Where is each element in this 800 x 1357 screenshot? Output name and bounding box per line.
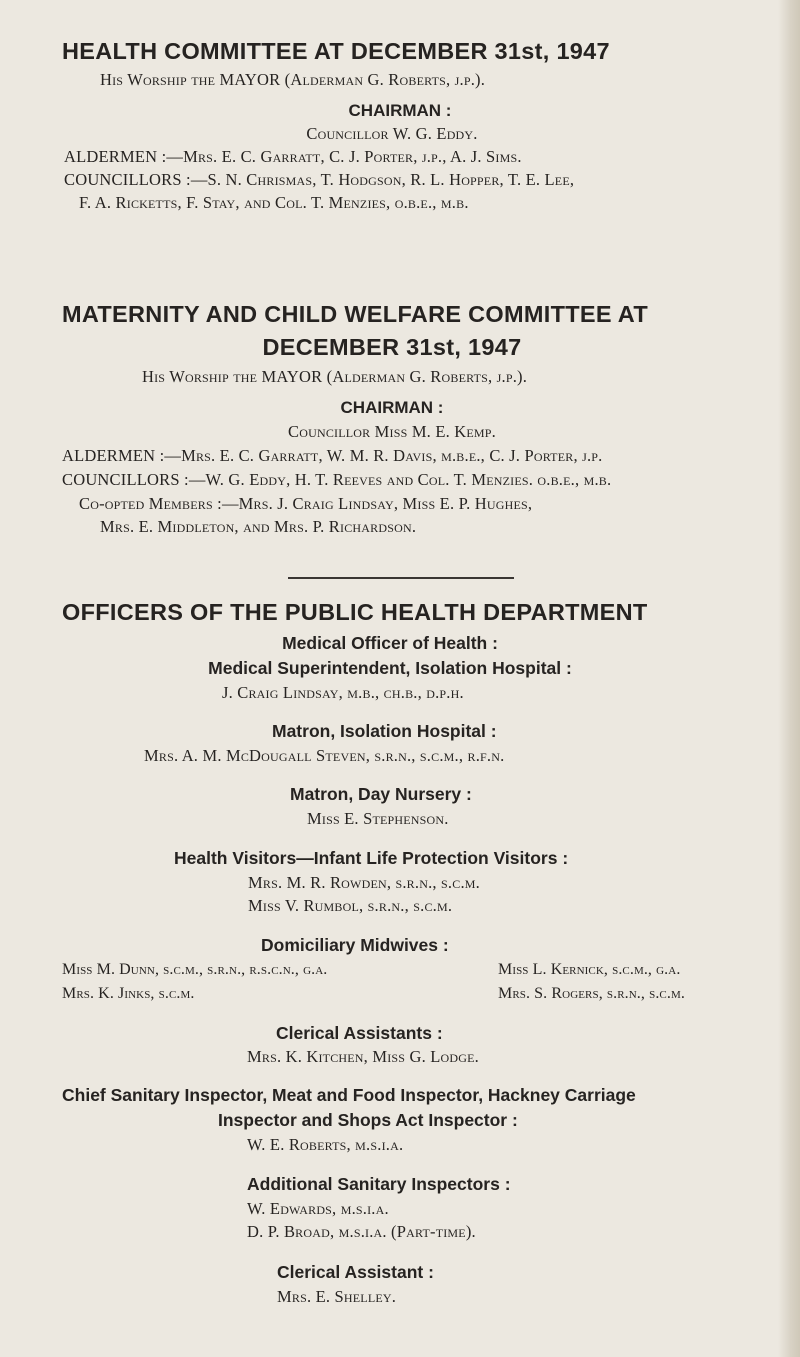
health-committee-aldermen: ALDERMEN :—Mrs. E. C. Garratt, C. J. Porter, j.p., A. J. Sims. xyxy=(64,147,522,166)
section-divider xyxy=(288,577,514,579)
health-committee-mayor: His Worship the MAYOR (Alderman G. Roberts, j.p.). xyxy=(100,70,486,89)
matron-isolation-name: Mrs. A. M. McDougall Steven, s.r.n., s.c.m., r.f.n. xyxy=(144,746,505,765)
chief-sanitary-name: W. E. Roberts, m.s.i.a. xyxy=(247,1135,404,1154)
matron-nursery-heading: Matron, Day Nursery : xyxy=(290,784,472,804)
maternity-committee-chairman: Councillor Miss M. E. Kemp. xyxy=(288,422,496,441)
health-committee-title: HEALTH COMMITTEE AT DECEMBER 31st, 1947 xyxy=(62,38,610,64)
health-committee-chairman: Councillor W. G. Eddy. xyxy=(306,124,478,143)
moh-heading-line-2: Medical Superintendent, Isolation Hospital : xyxy=(208,658,572,678)
midwife-1: Miss M. Dunn, s.c.m., s.r.n., r.s.c.n., g.a. xyxy=(62,961,328,978)
maternity-committee-aldermen: ALDERMEN :—Mrs. E. C. Garratt, W. M. R. Davis, m.b.e., C. J. Porter, j.p. xyxy=(62,446,603,465)
health-visitors-heading: Health Visitors—Infant Life Protection Visitors : xyxy=(174,848,569,868)
health-visitor-1: Mrs. M. R. Rowden, s.r.n., s.c.m. xyxy=(248,873,480,892)
additional-sanitary-2: D. P. Broad, m.s.i.a. (Part-time). xyxy=(247,1222,476,1241)
clerical-assistants-names: Mrs. K. Kitchen, Miss G. Lodge. xyxy=(247,1047,479,1066)
health-committee-councillors-line-1: COUNCILLORS :—S. N. Chrismas, T. Hodgson, R. L. Hopper, T. E. Lee, xyxy=(64,170,575,189)
matron-nursery-name: Miss E. Stephenson. xyxy=(307,809,449,828)
health-committee-chairman-label: CHAIRMAN : xyxy=(348,101,452,120)
matron-isolation-heading: Matron, Isolation Hospital : xyxy=(272,721,497,741)
health-committee-councillors-line-2: F. A. Ricketts, F. Stay, and Col. T. Menzies, o.b.e., m.b. xyxy=(79,193,469,212)
maternity-committee-councillors: COUNCILLORS :—W. G. Eddy, H. T. Reeves and Col. T. Menzies. o.b.e., m.b. xyxy=(62,470,612,489)
maternity-committee-title-line-1: MATERNITY AND CHILD WELFARE COMMITTEE AT xyxy=(62,301,648,327)
clerical-assistant-heading: Clerical Assistant : xyxy=(277,1262,434,1282)
page-edge-shadow xyxy=(778,0,800,1357)
clerical-assistant-name: Mrs. E. Shelley. xyxy=(277,1287,397,1306)
maternity-committee-mayor: His Worship the MAYOR (Alderman G. Roberts, j.p.). xyxy=(142,367,528,386)
chief-sanitary-heading-line-2: Inspector and Shops Act Inspector : xyxy=(218,1110,518,1130)
midwife-3: Mrs. K. Jinks, s.c.m. xyxy=(62,985,195,1002)
chief-sanitary-heading-line-1: Chief Sanitary Inspector, Meat and Food Inspector, Hackney Carriage xyxy=(62,1085,636,1105)
clerical-assistants-heading: Clerical Assistants : xyxy=(276,1023,443,1043)
maternity-committee-coopted-line-1: Co-opted Members :—Mrs. J. Craig Lindsay, Miss E. P. Hughes, xyxy=(79,494,533,513)
midwife-4: Mrs. S. Rogers, s.r.n., s.c.m. xyxy=(498,985,685,1002)
midwives-heading: Domiciliary Midwives : xyxy=(261,935,449,955)
midwife-2: Miss L. Kernick, s.c.m., g.a. xyxy=(498,961,681,978)
moh-name: J. Craig Lindsay, m.b., ch.b., d.p.h. xyxy=(222,683,464,702)
additional-sanitary-1: W. Edwards, m.s.i.a. xyxy=(247,1199,389,1218)
maternity-committee-chairman-label: CHAIRMAN : xyxy=(340,398,444,417)
maternity-committee-coopted-line-2: Mrs. E. Middleton, and Mrs. P. Richardson. xyxy=(100,517,417,536)
moh-heading-line-1: Medical Officer of Health : xyxy=(282,633,498,653)
officers-title: OFFICERS OF THE PUBLIC HEALTH DEPARTMENT xyxy=(62,599,648,625)
additional-sanitary-heading: Additional Sanitary Inspectors : xyxy=(247,1174,511,1194)
maternity-committee-title-line-2: DECEMBER 31st, 1947 xyxy=(262,334,522,360)
health-visitor-2: Miss V. Rumbol, s.r.n., s.c.m. xyxy=(248,896,453,915)
